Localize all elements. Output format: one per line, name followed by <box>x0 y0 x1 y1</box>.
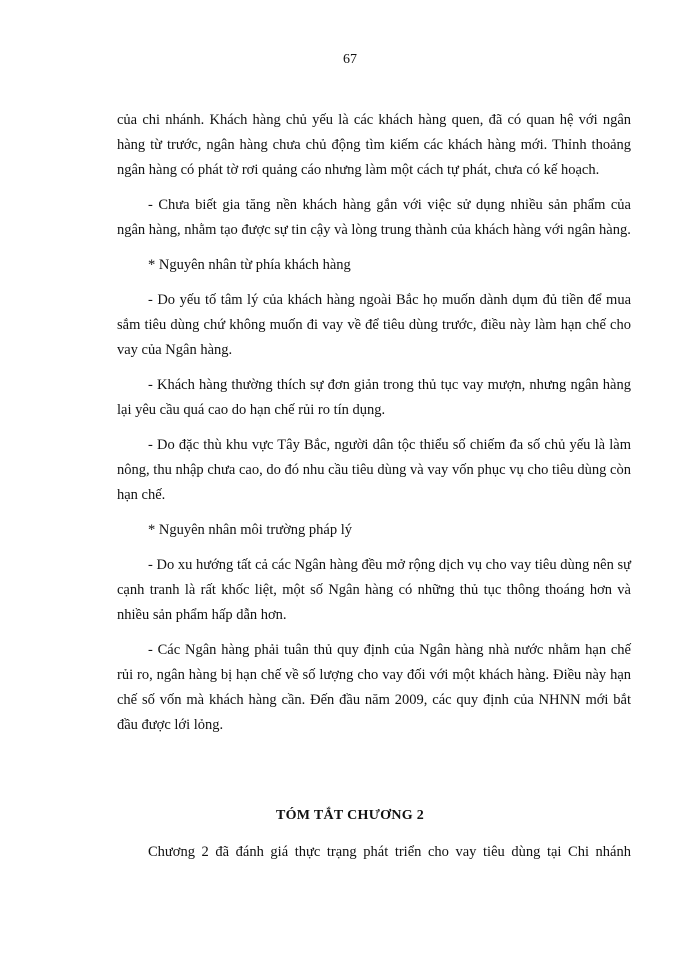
paragraph-customer-base: - Chưa biết gia tăng nền khách hàng gắn với việc sử dụng nhiều sản phẩm của ngân hàng, nhằm tạo được sự tin cậy và lòng trung thành của khách hàng với ngân hàng. <box>117 197 631 238</box>
chapter-summary-intro: Chương 2 đã đánh giá thực trạng phát triển cho vay tiêu dùng tại Chi nhánh <box>148 844 631 860</box>
chapter-summary-heading: TÓM TẮT CHƯƠNG 2 <box>275 808 425 823</box>
body-text <box>117 108 631 748</box>
paragraph-regulation: - Các Ngân hàng phải tuân thủ quy định của Ngân hàng nhà nước nhằm hạn chế rủi ro, ngân hàng bị hạn chế về số lượng cho vay đối với một khách hàng. Điều này hạn chế số vốn mà khách hàng cần. Đến đầu năm 2009, các quy định của NHNN mới bắt đầu được lới lỏng. <box>117 642 631 733</box>
paragraph-psychology: - Do yếu tố tâm lý của khách hàng ngoài Bắc họ muốn dành dụm đủ tiền để mua sắm tiêu dùng chứ không muốn đi vay về để tiêu dùng trước, điều này làm hạn chế cho vay của Ngân hàng. <box>117 292 631 358</box>
paragraph-competition: - Do xu hướng tất cả các Ngân hàng đều mở rộng dịch vụ cho vay tiêu dùng nên sự cạnh tranh là rất khốc liệt, một số Ngân hàng có những thủ tục thông thoáng hơn và nhiều sản phẩm hấp dẫn hơn. <box>117 557 631 623</box>
subheading-customer-causes: * Nguyên nhân từ phía khách hàng <box>148 257 351 273</box>
paragraph-continuation: của chi nhánh. Khách hàng chủ yếu là các khách hàng quen, đã có quan hệ với ngân hàng từ trước, ngân hàng chưa chủ động tìm kiếm các khách hàng mới. Thỉnh thoảng ngân hàng có phát tờ rơi quảng cáo nhưng làm một cách tự phát, chưa có kế hoạch. <box>117 112 631 178</box>
subheading-legal-causes: * Nguyên nhân môi trường pháp lý <box>148 522 352 538</box>
page-number: 67 <box>343 52 357 67</box>
paragraph-simplicity: - Khách hàng thường thích sự đơn giản trong thủ tục vay mượn, nhưng ngân hàng lại yêu cầu quá cao do hạn chế rủi ro tín dụng. <box>117 377 631 418</box>
paragraph-northwest: - Do đặc thù khu vực Tây Bắc, người dân tộc thiểu số chiếm đa số chủ yếu là làm nông, thu nhập chưa cao, do đó nhu cầu tiêu dùng và vay vốn phục vụ cho tiêu dùng còn hạn chế. <box>117 437 631 503</box>
